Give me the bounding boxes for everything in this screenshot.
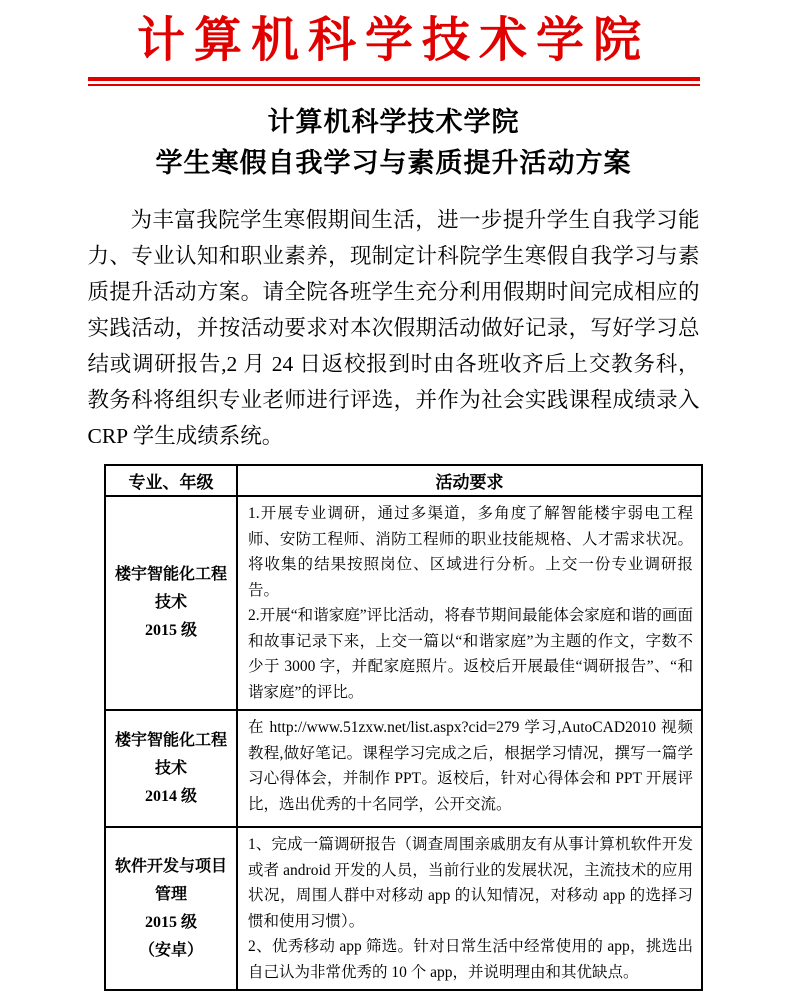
major-line: 楼宇智能化工程	[114, 566, 227, 583]
major-line: 2014 级	[144, 787, 197, 805]
table-row	[105, 710, 702, 827]
requirement-item: 在 http://www.51zxw.net/list.aspx?cid=279 学习,AutoCAD2010 视频教程,做好笔记。课程学习完成之后，根据学习情况，撰写一篇学习心得体会，并制作 PPT。返校后，针对心得体会和 PPT 开展评比，选出优秀的十名同学，公开交流。	[248, 719, 693, 813]
document-title	[0, 102, 787, 184]
major-cell	[105, 496, 237, 710]
table-row	[105, 496, 702, 710]
requirement-item: 1.开展专业调研，通过多渠道，多角度了解智能楼宇弱电工程师、安防工程师、消防工程师的职业技能规格、人才需求状况。将收集的结果按照岗位、区域进行分析。上交一份专业调研报告。	[248, 505, 693, 599]
requirement-item: 1、完成一篇调研报告（调查周围亲戚朋友有从事计算机软件开发或者 android 开发的人员，当前行业的发展状况，主流技术的应用状况，周围人群中对移动 app 的认知情况，对移动 app 的选择习惯和使用习惯）。	[248, 836, 693, 930]
requirements-cell	[237, 827, 702, 990]
requirements-cell	[237, 496, 702, 710]
major-line: 2015 级	[144, 913, 197, 931]
intro-paragraph: 为丰富我院学生寒假期间生活，进一步提升学生自我学习能力、专业认知和职业素养，现制定计科院学生寒假自我学习与素质提升活动方案。请全院各班学生充分利用假期时间完成相应的实践活动，并按活动要求对本次假期活动做好记录，写好学习总结或调研报告,2 月 24 日返校报到时由各班收齐后上交教务科，教务科将组织专业老师进行评选，并作为社会实践课程成绩录入 CRP 学生成绩系统。	[87, 208, 700, 448]
letterhead	[0, 0, 787, 69]
major-line: 楼宇智能化工程	[114, 731, 227, 749]
major-line: 2015 级	[144, 622, 197, 639]
activity-table	[104, 464, 703, 991]
major-line: （安卓）	[138, 941, 203, 959]
document-title-line2: 学生寒假自我学习与素质提升活动方案	[155, 148, 632, 178]
major-line: 技术	[154, 594, 187, 611]
major-line: 管理	[154, 885, 187, 903]
major-cell	[105, 827, 237, 990]
major-cell	[105, 710, 237, 827]
requirement-item: 2、优秀移动 app 筛选。针对日常生活中经常使用的 app，挑选出自己认为非常优秀的 10 个 app，并说明理由和其优缺点。	[248, 938, 693, 981]
major-line: 技术	[154, 759, 187, 777]
document-title-line1: 计算机科学技术学院	[267, 107, 520, 137]
requirement-item: 2.开展“和谐家庭”评比活动，将春节期间最能体会家庭和谐的画面和故事记录下来，上交一篇以“和谐家庭”为主题的作文，字数不少于 3000 字，并配家庭照片。返校后开展最佳“调研报告”、“和谐家庭”的评比。	[248, 607, 693, 701]
major-line: 软件开发与项目	[114, 857, 227, 875]
requirements-cell	[237, 710, 702, 827]
table-header-row	[105, 465, 702, 496]
letterhead-title: 计算机科学技术学院	[136, 14, 650, 67]
letterhead-divider	[88, 77, 700, 86]
column-header-requirements: 活动要求	[237, 465, 702, 496]
table-row	[105, 827, 702, 990]
column-header-major: 专业、年级	[105, 465, 237, 496]
